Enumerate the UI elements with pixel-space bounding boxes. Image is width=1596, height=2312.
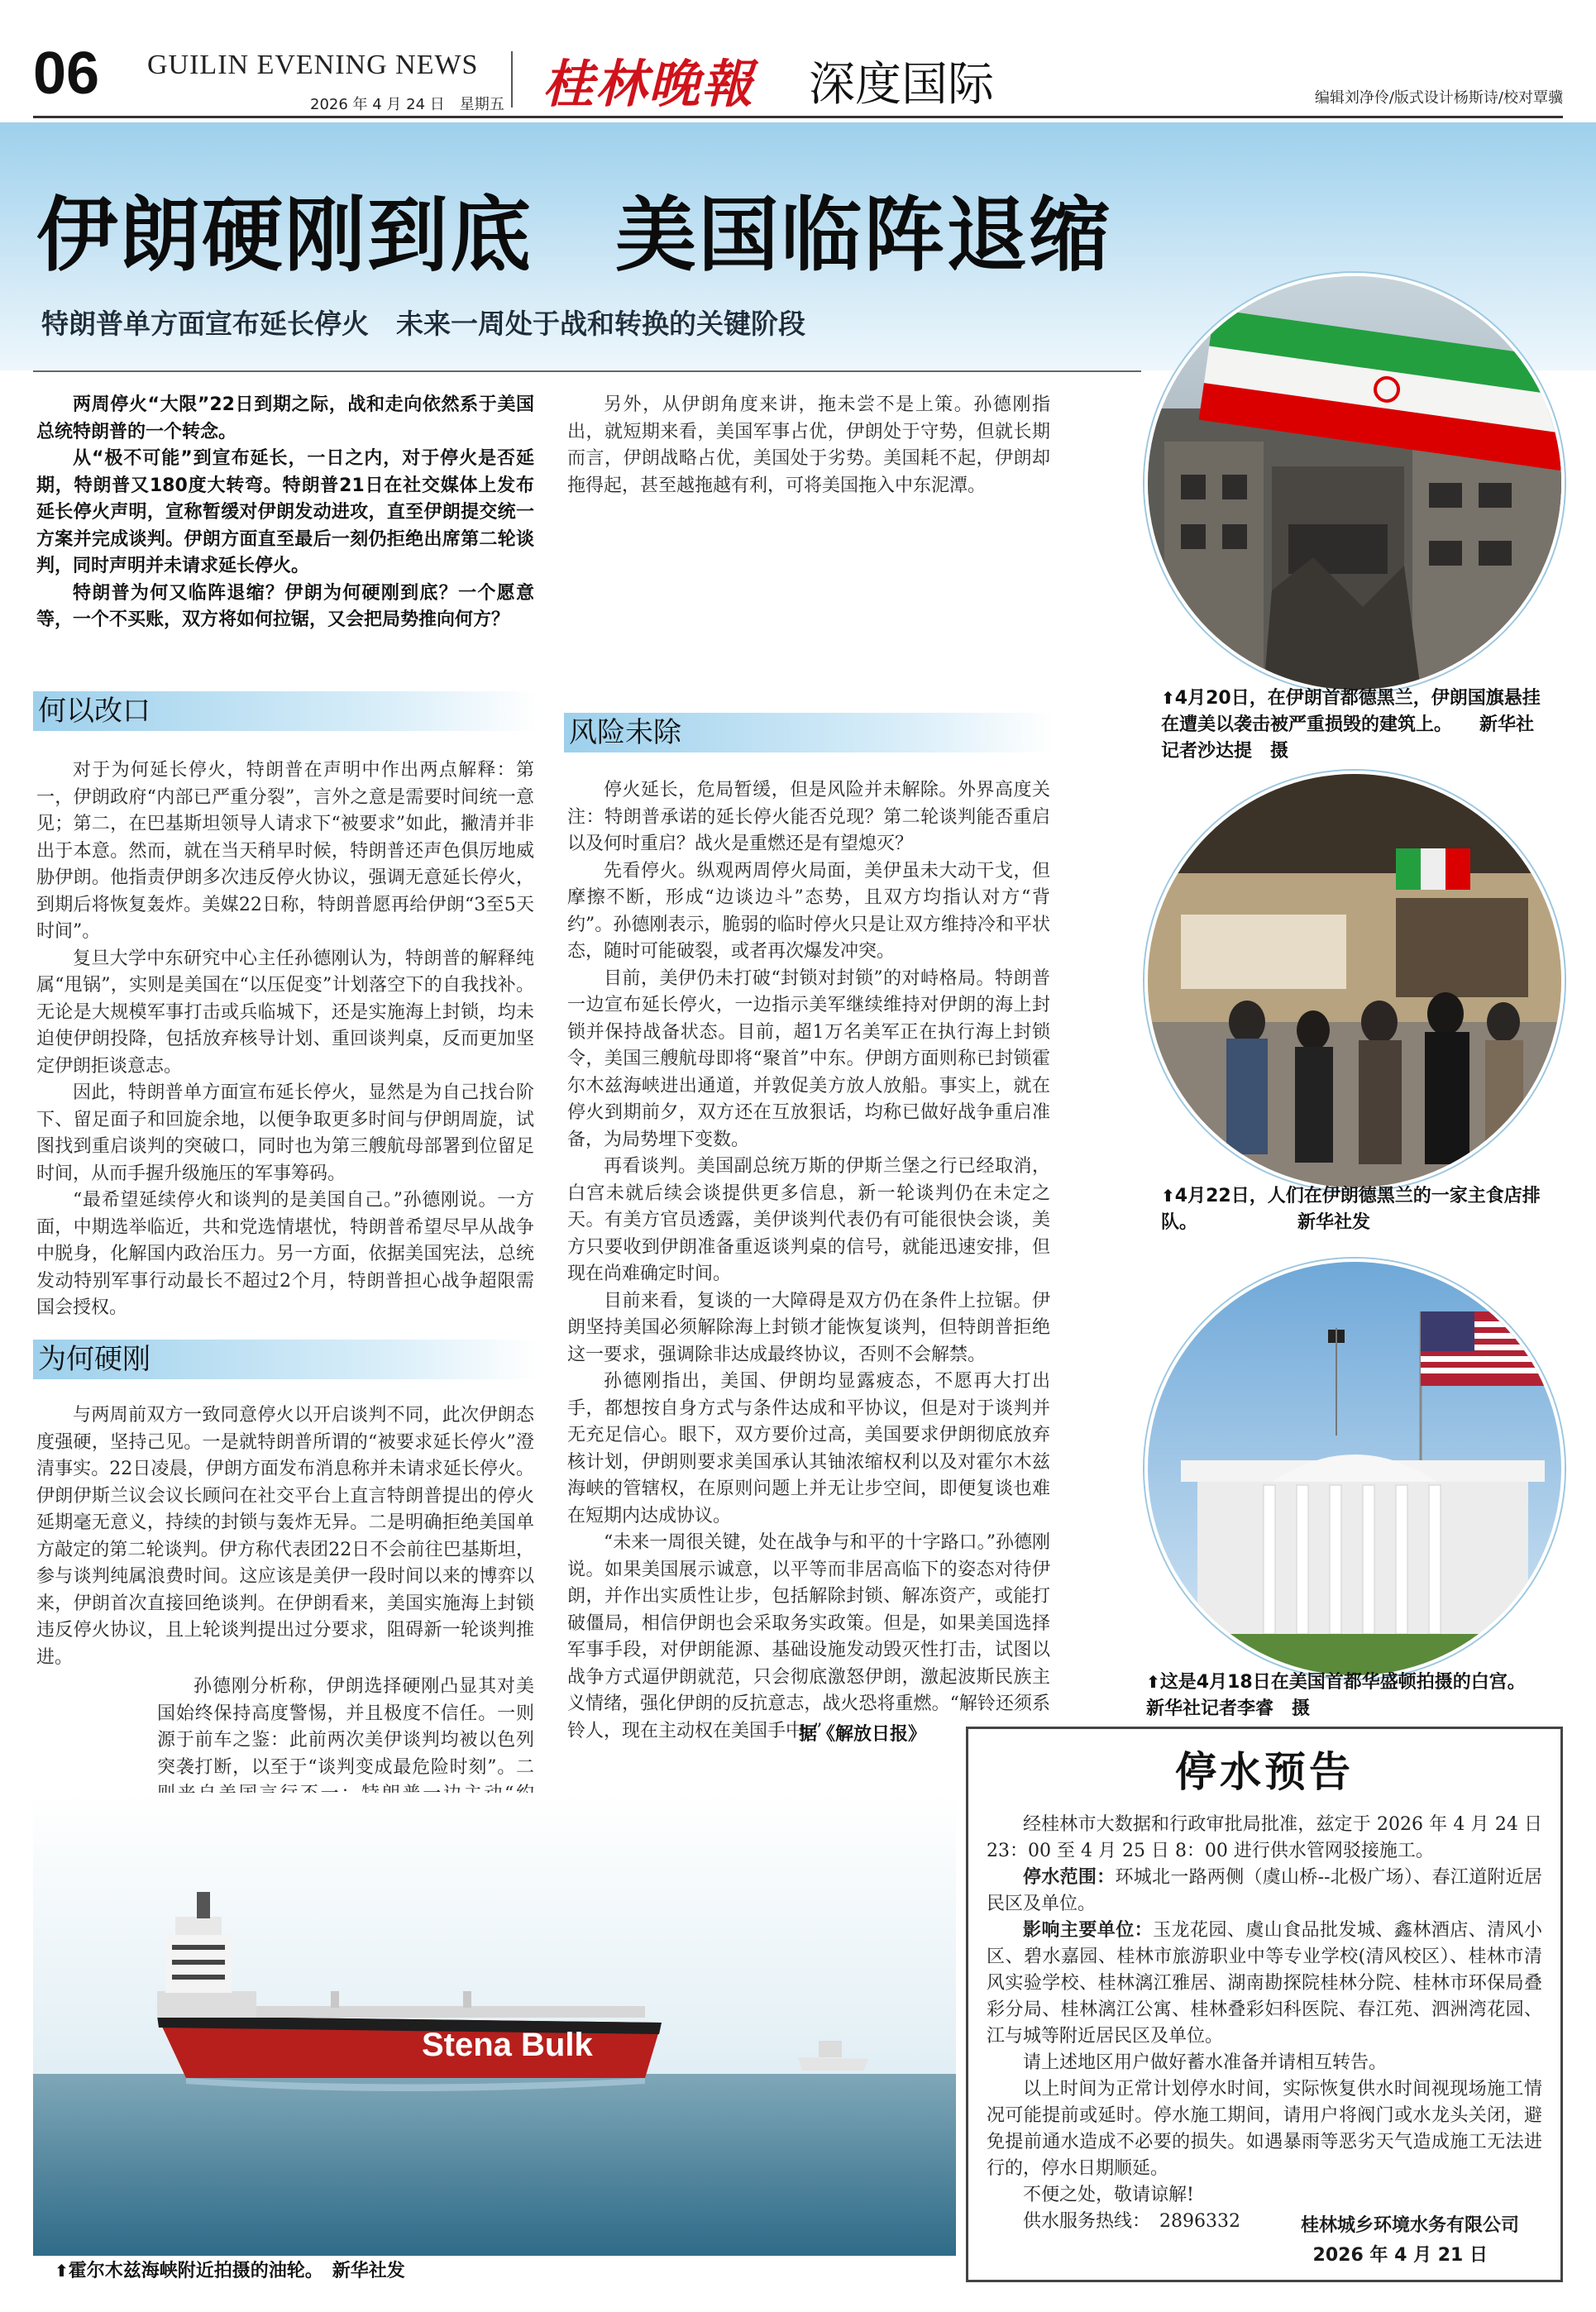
notice-date: 2026 年 4 月 21 日 xyxy=(1312,2245,1488,2266)
notice-paragraph: 供水服务热线： 2896332 xyxy=(1023,2211,1240,2232)
photo-tehran-queue xyxy=(1144,771,1565,1191)
section3-body xyxy=(567,777,1050,1745)
notice-paragraph: 停水范围：环城北一路两侧（虞山桥--北极广场）、春江道附近居民区及单位。 xyxy=(987,1867,1542,1914)
headline: 伊朗硬刚到底 美国临阵退缩 xyxy=(36,189,1112,283)
photo-white-house xyxy=(1144,1259,1565,1679)
body-paragraph: 停火延长，危局暂缓，但是风险并未解除。外界高度关注：特朗普承诺的延长停火能否兑现？第二轮谈判能否重启以及何时重启？战火是重燃还是有望熄灭？ xyxy=(567,780,1050,854)
notice-signature: 桂林城乡环境水务有限公司 xyxy=(1300,2215,1519,2236)
newspaper-english-name: GUILIN EVENING NEWS xyxy=(147,50,479,80)
issue-date: 2026 年 4 月 24 日 星期五 xyxy=(310,96,504,113)
subheadline: 特朗普单方面宣布延长停火 未来一周处于战和转换的关键阶段 xyxy=(41,308,805,340)
photo-caption xyxy=(55,2257,405,2285)
body-paragraph: 孙德刚分析称，伊朗选择硬刚凸显其对美国始终保持高度警惕，并且极度不信任。一则源于前车之鉴：此前两次美伊谈判均被以色列突袭打断，以至于“谈判变成最危险时刻”。二 xyxy=(157,1676,534,1778)
top-rule xyxy=(33,116,1563,118)
body-paragraph: 另外，从伊朗角度来讲，拖未尝不是上策。孙德刚指出，就短期来看，美国军事占优，伊朗处于守势，但就长期而言，伊朗战略占优，美国处于劣势。美国耗不起，伊朗却拖得起，甚至越拖越有利，可将美国拖入中东泥潭。 xyxy=(567,394,1050,496)
photo-caption xyxy=(1161,685,1541,765)
caption-text: 4月22日，人们在伊朗德黑兰的一家主食店排队。 新华社发 xyxy=(1161,1186,1541,1233)
body-paragraph: 先看停火。纵观两周停火局面，美伊虽未大动干戈，但摩擦不断，形成“边谈边斗”态势，且双方均指认对方“背约”。孙德刚表示，脆弱的临时停火只是让双方维持冷和平状态，随时可能破裂，或者再次爆发冲突。 xyxy=(567,860,1050,962)
body-paragraph: 与两周前双方一致同意停火以开启谈判不同，此次伊朗态度强硬，坚持己见。一是就特朗普所谓的“被要求延长停火”澄清事实。22日凌晨，伊朗方面发布消息称并未请求延长停火。伊朗伊斯兰议会议长顾问在社交平台上直言特朗普提出的停火延期毫无意义，持续的封锁与轰炸无异。二是明确拒绝美国单方敲定的第二轮谈判。伊方称代表团22日不会前往巴基斯坦，参与谈判纯属浪费时间。这应该是美伊一段时间以来的博弈以来，伊朗首次直接回绝谈判。在伊朗看来，美国实施海上封锁违反停火协议，且上轮谈判提出过分要求，阻碍新一轮谈判推进。 xyxy=(36,1405,534,1668)
notice-paragraph: 不便之处，敬请谅解! xyxy=(1023,2185,1194,2205)
photo-tanker xyxy=(33,1793,956,2256)
article-source: 据《解放日报》 xyxy=(799,1724,927,1745)
caption-text: 这是4月18日在美国首都华盛顿拍摄的白宫。 新华社记者李睿 摄 xyxy=(1146,1672,1553,1719)
notice-paragraph: 影响主要单位：玉龙花园、虞山食品批发城、鑫林酒店、清风小区、碧水嘉园、桂林市旅游职业中等专业学校(清风校区）、桂林市清风实验学校、桂林漓江雅居、湖南勘探院桂林分院、桂林市环保局叠彩分局、桂林漓江公寓、桂林叠彩妇科医院、春江苑、泗洲湾花园、江与城等附近居民区及单位。 xyxy=(987,1920,1542,2047)
body-paragraph: 目前，美伊仍未打破“封锁对封锁”的对峙格局。特朗普一边宣布延长停火，一边指示美军继续维持对伊朗的海上封锁并保持战备状态。目前，超1万名美军正在执行海上封锁令，美国三艘航母即将“聚首”中东。伊朗方面则称已封锁霍尔木兹海峡进出通道，并敦促美方放人放船。事实上，就在停火到期前夕，双方还在互放狠话，均称已做好战争重启准备，为局势埋下变数。 xyxy=(567,967,1050,1150)
section-heading-why-tough: 为何硬刚 xyxy=(33,1340,538,1379)
photo-caption xyxy=(1161,1182,1541,1236)
lead-paragraph: 特朗普为何又临阵退缩？伊朗为何硬刚到底？一个愿意等，一个不买账，双方将如何拉锯，又会把局势推向何方？ xyxy=(36,582,534,630)
section1-body xyxy=(36,757,534,1322)
photo-iran-flag xyxy=(1144,273,1565,693)
section2-body-a xyxy=(36,1402,534,1671)
notice-paragraph: 请上述地区用户做好蓄水准备并请相互转告。 xyxy=(1023,2052,1388,2073)
notice-paragraph: 以上时间为正常计划停水时间，实际恢复供水时间视现场施工情况可能提前或延时。停水施工期间，请用户将阀门或水龙头关闭，避免提前通水造成不必要的损失。如遇暴雨等恶劣天气造成施工无法进行的，停水日期顺延。 xyxy=(987,2079,1542,2179)
editor-credits: 编辑刘净伶/版式设计杨斯诗/校对覃骥 xyxy=(1314,89,1563,107)
photo-caption xyxy=(1146,1669,1553,1722)
caption-text: 霍尔木兹海峡附近拍摄的油轮。 新华社发 xyxy=(68,2261,405,2281)
body-paragraph: 再看谈判。美国副总统万斯的伊斯兰堡之行已经取消，白宫未就后续会谈提供更多信息，新一轮谈判仍在未定之天。有美方官员透露，美伊谈判代表仍有可能很快会谈，美方只要收到伊朗准备重返谈判桌的信号，就能迅速安排，但现在尚难确定时间。 xyxy=(567,1156,1050,1284)
body-paragraph: “未来一周很关键，处在战争与和平的十字路口。”孙德刚说。如果美国展示诚意，以平等而非居高临下的姿态对待伊朗，并作出实质性让步，包括解除封锁、解冻资产，或能打破僵局，相信伊朗也会采取务实政策。但是，如果美国选择军事手段，对伊朗能源、基础设施发动毁灭性打击，试图以战争方式逼伊朗就范，只会彻底激怒伊朗，激起波斯民族主义情绪，强化伊朗的反抗意志，战火恐将重燃。“解铃还须系铃人，现在主动权在美国手中。” xyxy=(567,1532,1050,1741)
masthead-divider xyxy=(511,51,513,107)
lead-paragraph: 两周停火“大限”22日到期之际，战和走向依然系于美国总统特朗普的一个转念。 xyxy=(36,394,534,442)
lead-block xyxy=(36,392,534,634)
section2-continued xyxy=(567,392,1050,499)
section-name: 深度国际 xyxy=(809,58,994,112)
up-arrow-icon: ⬆ xyxy=(1146,1672,1160,1692)
body-paragraph: 目前来看，复谈的一大障碍是双方仍在条件上拉锯。伊朗坚持美国必须解除海上封锁才能恢复谈判，但特朗普拒绝这一要求，强调除非达成最终协议，否则不会解禁。 xyxy=(567,1290,1050,1365)
lead-paragraph: 从“极不可能”到宣布延长，一日之内，对于停火是否延期，特朗普又180度大转弯。特朗普21日在社交媒体上发布延长停火声明，宣称暂缓对伊朗发动进攻，直至伊朗提交统一方案并完成谈判。伊朗方面直至最后一刻仍拒绝出席第二轮谈判，同时声明并未请求延长停火。 xyxy=(36,448,534,576)
body-paragraph: “最希望延续停火和谈判的是美国自己。”孙德刚说。一方面，中期选举临近，共和党选情堪忧，特朗普希望尽早从战争中脱身，化解国内政治压力。另一方面，依据美国宪法，总统发动特别军事行动最长不超过2个月，特朗普担心战争超限需国会授权。 xyxy=(36,1190,534,1318)
newspaper-logo: 桂林晚報 xyxy=(542,54,755,114)
section-heading-risks: 风险未除 xyxy=(564,713,1054,752)
notice-body xyxy=(987,1812,1542,2235)
notice-title: 停水预告 xyxy=(1175,1748,1354,1796)
body-paragraph: 复旦大学中东研究中心主任孙德刚认为，特朗普的解释纯属“甩锅”，实则是美国在“以压促变”计划落空下的自我找补。无论是大规模军事打击或兵临城下，还是实施海上封锁，均未迫使伊朗投降，包括放弃核导计划、重回谈判桌，反而更加坚定伊朗拒谈意志。 xyxy=(36,948,534,1077)
up-arrow-icon: ⬆ xyxy=(1161,688,1175,708)
page-number: 06 xyxy=(33,41,100,107)
water-outage-notice xyxy=(966,1727,1563,2282)
caption-text: 4月20日，在伊朗首都德黑兰，伊朗国旗悬挂在遭美以袭击被严重损毁的建筑上。 新华社记者沙达提 摄 xyxy=(1161,688,1541,762)
body-paragraph: 孙德刚指出，美国、伊朗均显露疲态，不愿再大打出手，都想按自身方式与条件达成和平协议，但是对于谈判并无充足信心。眼下，双方要价过高，美国要求伊朗彻底放弃核计划，伊朗则要求美国承认其铀浓缩权利以及对霍尔木兹海峡的管辖权，在原则问题上并无让步空间，即便复谈也难在短期内达成协议。 xyxy=(567,1371,1050,1526)
body-paragraph: 因此，特朗普单方面宣布延长停火，显然是为自己找台阶下、留足面子和回旋余地，以便争取更多时间与伊朗周旋，试图找到重启谈判的突破口，同时也为第三艘航母部署到位留足时间，从而手握升级施压的军事筹码。 xyxy=(36,1082,534,1184)
section-heading-why-change: 何以改口 xyxy=(33,691,538,731)
body-paragraph: 对于为何延长停火，特朗普在声明中作出两点解释：第一，伊朗政府“内部已严重分裂”，言外之意是需要时间统一意见；第二，在巴基斯坦领导人请求下“被要求”如此，撇清并非出于本意。然而，就在当天稍早时候，特朗普还声色俱厉地威胁伊朗。他指责伊朗多次违反停火协议，强调无意延长停火，到期后将恢复轰炸。美媒22日称，特朗普愿再给伊朗“3至5天时间”。 xyxy=(36,760,534,942)
headline-rule xyxy=(33,370,1141,372)
notice-paragraph: 经桂林市大数据和行政审批局批准，兹定于 2026 年 4 月 24 日 23：00 至 4 月 25 日 8：00 进行供水管网驳接施工。 xyxy=(987,1814,1542,1861)
up-arrow-icon: ⬆ xyxy=(55,2261,69,2281)
ship-hull-lettering: Stena Bulk xyxy=(422,2027,593,2063)
up-arrow-icon: ⬆ xyxy=(1161,1186,1175,1206)
